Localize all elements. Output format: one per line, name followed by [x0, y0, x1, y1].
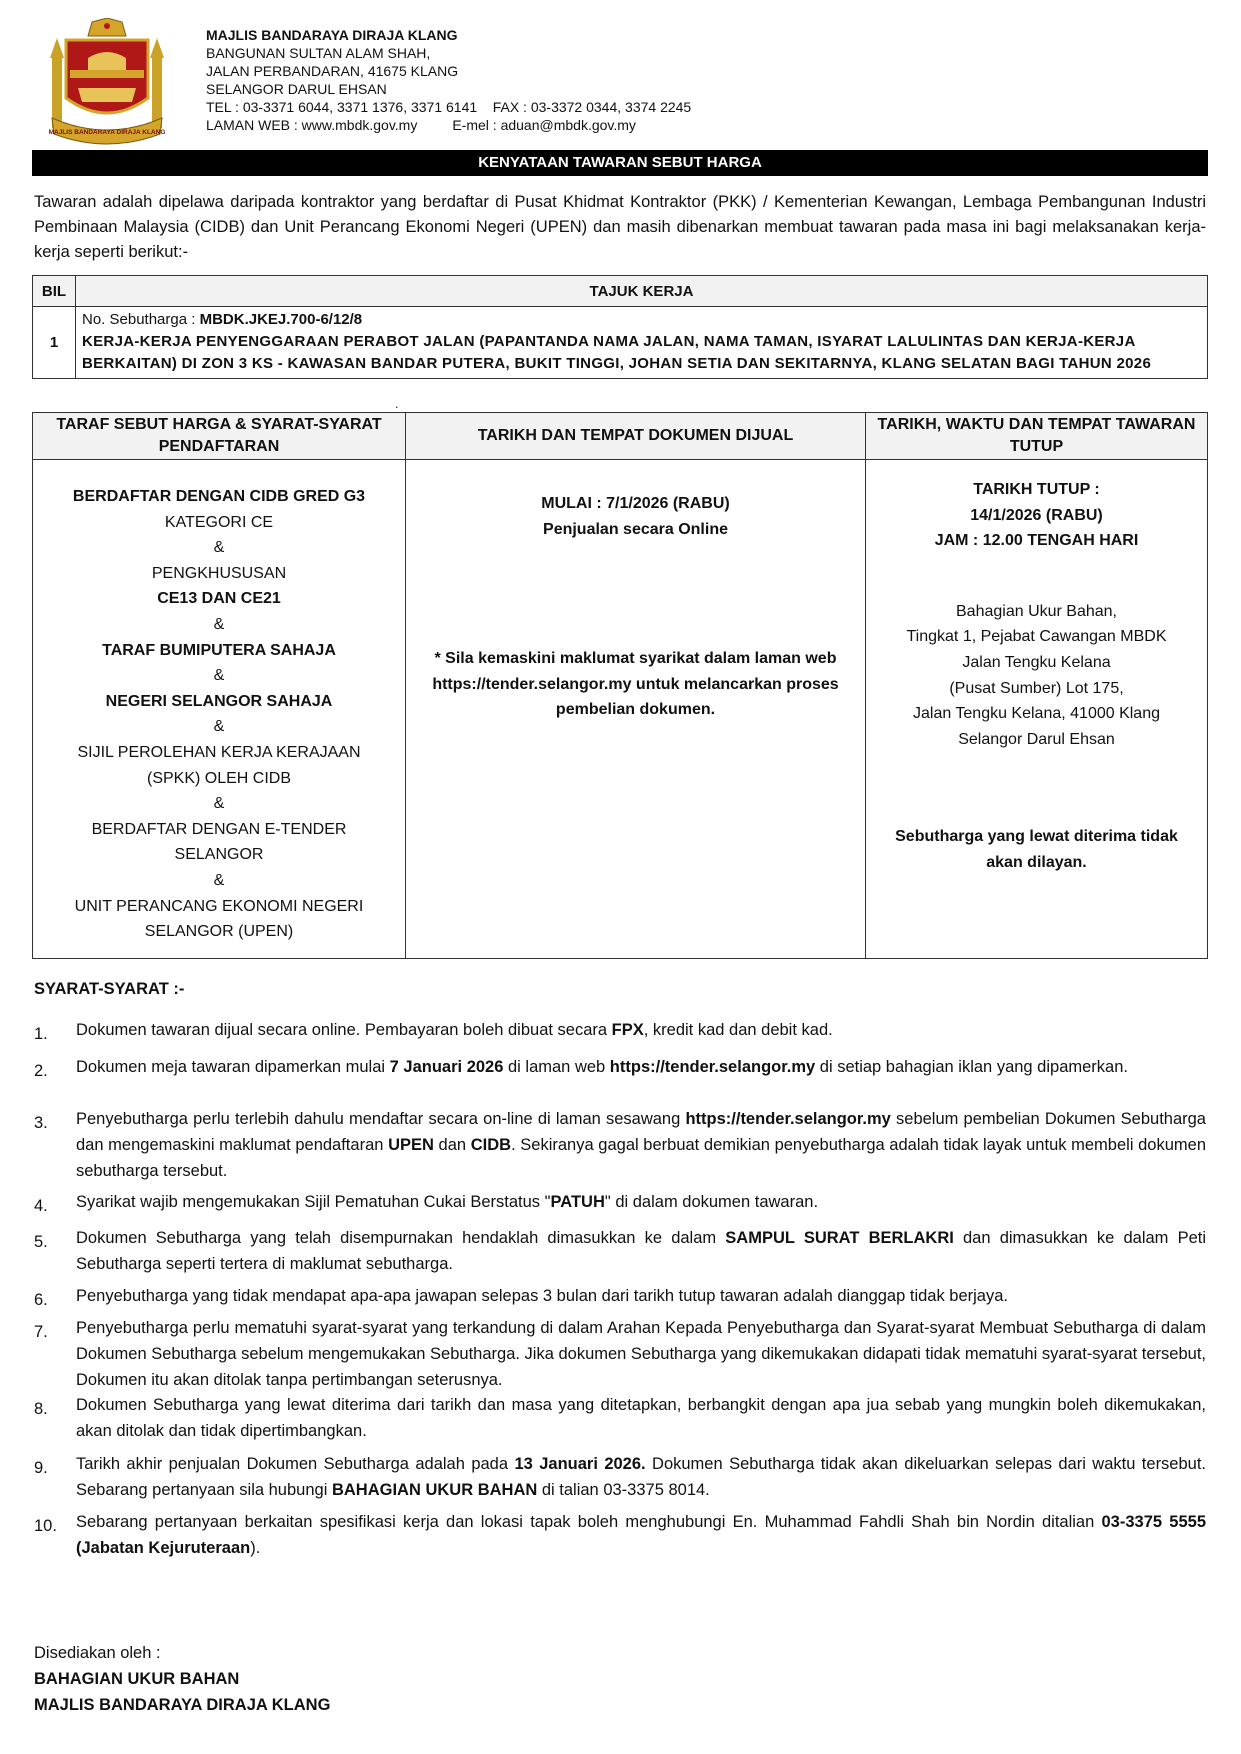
sale-start-date: MULAI : 7/1/2026 (RABU)	[541, 495, 730, 512]
requirement-line: SIJIL PEROLEHAN KERJA KERAJAAN	[77, 743, 361, 761]
bil-cell: 1	[33, 307, 76, 379]
condition-number: 2.	[34, 1062, 48, 1080]
tel-fax-line: TEL : 03-3371 6044, 3371 1376, 3371 6141 FAX : 03-3372 0344, 3374 2245	[206, 99, 692, 115]
requirement-line: &	[213, 539, 225, 557]
condition-fragment: ).	[250, 1539, 261, 1557]
condition-fragment: Dokumen Sebutharga tidak akan dikeluarkan selepas dari waktu tersebut. Sebarang pertanyaan sila hubungi	[76, 1455, 1207, 1499]
condition-text	[76, 1189, 1206, 1215]
work-title: KERJA-KERJA PENYENGGARAAN PERABOT JALAN (PAPANTANDA NAMA JALAN, NAMA TAMAN, ISYARAT LALULINTAS DAN KERJA-KERJA BERKAITAN) DI ZON 3 KS - KAWASAN BANDAR PUTERA, BUKIT TINGGI, JOHAN SETIA DAN SEKITARNYA, KLANG SELATAN BAGI TAHUN 2026	[82, 333, 1152, 372]
condition-fragment: di setiap bahagian iklan yang dipamerkan.	[815, 1058, 1128, 1076]
condition-emphasis: https://tender.selangor.my	[685, 1110, 891, 1128]
prepared-by-block	[34, 1640, 330, 1718]
requirement-line: &	[213, 615, 225, 633]
requirement-line: UNIT PERANCANG EKONOMI NEGERI	[74, 897, 364, 915]
condition-fragment: di laman web	[503, 1058, 610, 1076]
condition-fragment: Penyebutharga perlu terlebih dahulu mendaftar secara on-line di laman sesawang	[76, 1110, 686, 1128]
requirement-line: TARAF BUMIPUTERA SAHAJA	[102, 641, 336, 659]
condition-fragment: di talian 03-3375 8014.	[537, 1481, 710, 1499]
condition-text	[76, 1283, 1206, 1309]
condition-number: 5.	[34, 1233, 48, 1251]
closing-time: JAM : 12.00 TENGAH HARI	[934, 532, 1139, 550]
quotation-number-label: No. Sebutharga :	[82, 311, 200, 328]
condition-fragment: Penyebutharga yang tidak mendapat apa-apa jawapan selepas 3 bulan dari tarikh tutup tawaran adalah dianggap tidak berjaya.	[76, 1287, 1008, 1305]
intro-paragraph: Tawaran adalah dipelawa daripada kontraktor yang berdaftar di Pusat Khidmat Kontraktor (PKK) / Kementerian Kewangan, Lembaga Pembangunan Industri Pembinaan Malaysia (CIDB) dan Unit Perancang Ekonomi Negeri (UPEN) dan masih dibenarkan membuat tawaran pada masa ini bagi melaksanakan kerja-kerja seperti berikut:-	[34, 193, 1206, 261]
quotation-number-value: MBDK.JKEJ.700-6/12/8	[199, 311, 363, 328]
condition-emphasis: UPEN	[388, 1136, 434, 1154]
address-line-1: BANGUNAN SULTAN ALAM SHAH,	[206, 45, 431, 61]
requirement-line: (SPKK) OLEH CIDB	[146, 769, 292, 787]
condition-fragment: Penyebutharga perlu mematuhi syarat-syarat yang terkandung di dalam Arahan Kepada Penyebutharga dan Syarat-syarat Membuat Sebutharga di dalam Dokumen Sebutharga sebelum mengemukakan Sebutharga. Jika dokumen Sebutharga yang dikemukakan didapati tidak mematuhi syarat-syarat tersebut, Dokumen itu akan ditolak tanpa pertimbangan seterusnya.	[76, 1319, 1206, 1389]
condition-emphasis: https://tender.selangor.my	[609, 1058, 816, 1076]
condition-fragment: " di dalam dokumen tawaran.	[604, 1193, 819, 1211]
requirements-list	[34, 461, 404, 945]
condition-number: 1.	[34, 1025, 48, 1043]
mbdk-crest-logo	[48, 18, 166, 146]
organization-address-block	[206, 26, 691, 134]
stray-dot: .	[395, 397, 399, 411]
condition-text	[76, 1451, 1206, 1503]
condition-fragment: Sebarang pertanyaan berkaitan spesifikasi kerja dan lokasi tapak boleh menghubungi En. Muhammad Fahdli Shah bin Nordin ditalian	[76, 1513, 1102, 1531]
condition-text	[76, 1315, 1206, 1393]
condition-number: 3.	[34, 1114, 48, 1132]
condition-fragment: sebelum pembelian Dokumen Sebutharga dan mengemaskini maklumat pendaftaran	[76, 1110, 1206, 1154]
late-submission-note: Sebutharga yang lewat diterima tidak akan dilayan.	[895, 828, 1178, 871]
requirement-line: KATEGORI CE	[164, 513, 274, 531]
condition-text	[76, 1106, 1206, 1184]
closing-date: 14/1/2026 (RABU)	[970, 506, 1103, 524]
condition-fragment: . Sekiranya gagal berbuat demikian penyebutharga adalah tidak layak untuk membeli dokumen sebutharga tersebut.	[76, 1136, 1207, 1180]
notice-title-banner: KENYATAAN TAWARAN SEBUT HARGA	[32, 150, 1208, 176]
requirement-line: NEGERI SELANGOR SAHAJA	[105, 692, 333, 710]
prepared-by-label: Disediakan oleh :	[34, 1644, 161, 1662]
closing-place-line: Jalan Tengku Kelana	[962, 653, 1111, 671]
closing-place	[867, 599, 1206, 753]
requirement-line: &	[213, 871, 225, 889]
conditions-title: SYARAT-SYARAT :-	[34, 980, 185, 998]
condition-emphasis: FPX	[611, 1021, 644, 1039]
sale-mode: Penjualan secara Online	[543, 520, 728, 538]
address-line-2: JALAN PERBANDARAN, 41675 KLANG	[206, 63, 459, 79]
condition-number: 7.	[34, 1323, 48, 1341]
condition-text	[76, 1054, 1206, 1080]
condition-number: 8.	[34, 1400, 48, 1418]
document-sale-cell	[406, 460, 866, 959]
condition-fragment: Dokumen Sebutharga yang telah disempurnakan hendaklah dimasukkan ke dalam	[76, 1229, 726, 1247]
tajuk-kerja-header: TAJUK KERJA	[76, 276, 1208, 307]
requirement-line: &	[213, 795, 225, 813]
condition-fragment: Dokumen Sebutharga yang lewat diterima dari tarikh dan masa yang ditetapkan, berbangkit dengan apa jua sebab yang mungkin boleh dikemukakan, akan ditolak dan tidak dipertimbangkan.	[76, 1396, 1206, 1440]
condition-emphasis: 7 Januari 2026	[389, 1058, 504, 1076]
closing-header: TARIKH, WAKTU DAN TEMPAT TAWARAN TUTUP	[866, 413, 1208, 460]
condition-text	[76, 1392, 1206, 1444]
condition-fragment: , kredit kad dan debit kad.	[643, 1021, 833, 1039]
condition-number: 6.	[34, 1291, 48, 1309]
closing-date-label: TARIKH TUTUP :	[973, 481, 1100, 498]
requirement-line: SELANGOR (UPEN)	[144, 923, 294, 941]
address-line-3: SELANGOR DARUL EHSAN	[206, 81, 387, 97]
work-title-table	[32, 275, 1208, 379]
requirement-line: BERDAFTAR DENGAN CIDB GRED G3	[72, 488, 366, 505]
condition-emphasis: 03-3375 5555 (Jabatan Kejuruteraan	[76, 1513, 1206, 1557]
requirement-line: SELANGOR	[174, 846, 264, 864]
prepared-by-department: BAHAGIAN UKUR BAHAN	[34, 1670, 240, 1688]
requirement-line: &	[213, 667, 225, 685]
condition-text	[76, 1509, 1206, 1561]
table-row	[33, 307, 1208, 379]
condition-fragment: dan dimasukkan ke dalam Peti Sebutharga seperti tertera di maklumat sebutharga.	[76, 1229, 1207, 1273]
document-sale-header: TARIKH DAN TEMPAT DOKUMEN DIJUAL	[406, 413, 866, 460]
prepared-by-organization: MAJLIS BANDARAYA DIRAJA KLANG	[34, 1696, 331, 1714]
condition-emphasis: SAMPUL SURAT BERLAKRI	[725, 1229, 954, 1247]
condition-fragment: Tarikh akhir penjualan Dokumen Sebutharga adalah pada	[76, 1455, 515, 1473]
closing-place-line: Tingkat 1, Pejabat Cawangan MBDK	[906, 628, 1167, 646]
organization-name: MAJLIS BANDARAYA DIRAJA KLANG	[206, 27, 458, 43]
condition-text	[76, 1225, 1206, 1277]
condition-number: 4.	[34, 1197, 48, 1215]
condition-emphasis: 13 Januari 2026.	[514, 1455, 646, 1473]
condition-fragment: Syarikat wajib mengemukakan Sijil Pematuhan Cukai Berstatus "	[76, 1193, 551, 1211]
web-email-line: LAMAN WEB : www.mbdk.gov.my E-mel : aduan@mbdk.gov.my	[206, 117, 636, 133]
closing-place-line: Selangor Darul Ehsan	[958, 730, 1115, 748]
requirement-line: PENGKHUSUSAN	[151, 564, 287, 582]
condition-emphasis: BAHAGIAN UKUR BAHAN	[331, 1481, 538, 1499]
condition-number: 10.	[34, 1517, 57, 1535]
closing-place-line: Jalan Tengku Kelana, 41000 Klang	[912, 705, 1160, 723]
quotation-details-table	[32, 412, 1208, 959]
requirement-line: CE13 DAN CE21	[157, 590, 281, 608]
condition-fragment: Dokumen meja tawaran dipamerkan mulai	[76, 1058, 390, 1076]
closing-place-line: (Pusat Sumber) Lot 175,	[949, 679, 1124, 697]
condition-text	[76, 1017, 1206, 1043]
closing-cell	[866, 460, 1208, 959]
update-info-note: * Sila kemaskini maklumat syarikat dalam laman web https://tender.selangor.my untuk melancarkan proses pembelian dokumen.	[432, 650, 839, 719]
tajuk-kerja-cell	[76, 307, 1208, 379]
requirement-line: BERDAFTAR DENGAN E-TENDER	[91, 820, 347, 838]
condition-fragment: Dokumen tawaran dijual secara online. Pembayaran boleh dibuat secara	[76, 1021, 612, 1039]
condition-emphasis: CIDB	[470, 1136, 512, 1154]
quotation-number	[82, 309, 1201, 331]
registration-requirements-cell	[33, 460, 406, 959]
registration-requirements-header: TARAF SEBUT HARGA & SYARAT-SYARAT PENDAFTARAN	[33, 413, 406, 460]
requirement-line: &	[213, 718, 225, 736]
condition-number: 9.	[34, 1459, 48, 1477]
closing-place-line: Bahagian Ukur Bahan,	[956, 602, 1117, 620]
condition-emphasis: PATUH	[550, 1193, 605, 1211]
bil-header: BIL	[33, 276, 76, 307]
condition-fragment: dan	[433, 1136, 471, 1154]
svg-text:MAJLIS BANDARAYA DIRAJA KLANG: MAJLIS BANDARAYA DIRAJA KLANG	[48, 129, 166, 136]
